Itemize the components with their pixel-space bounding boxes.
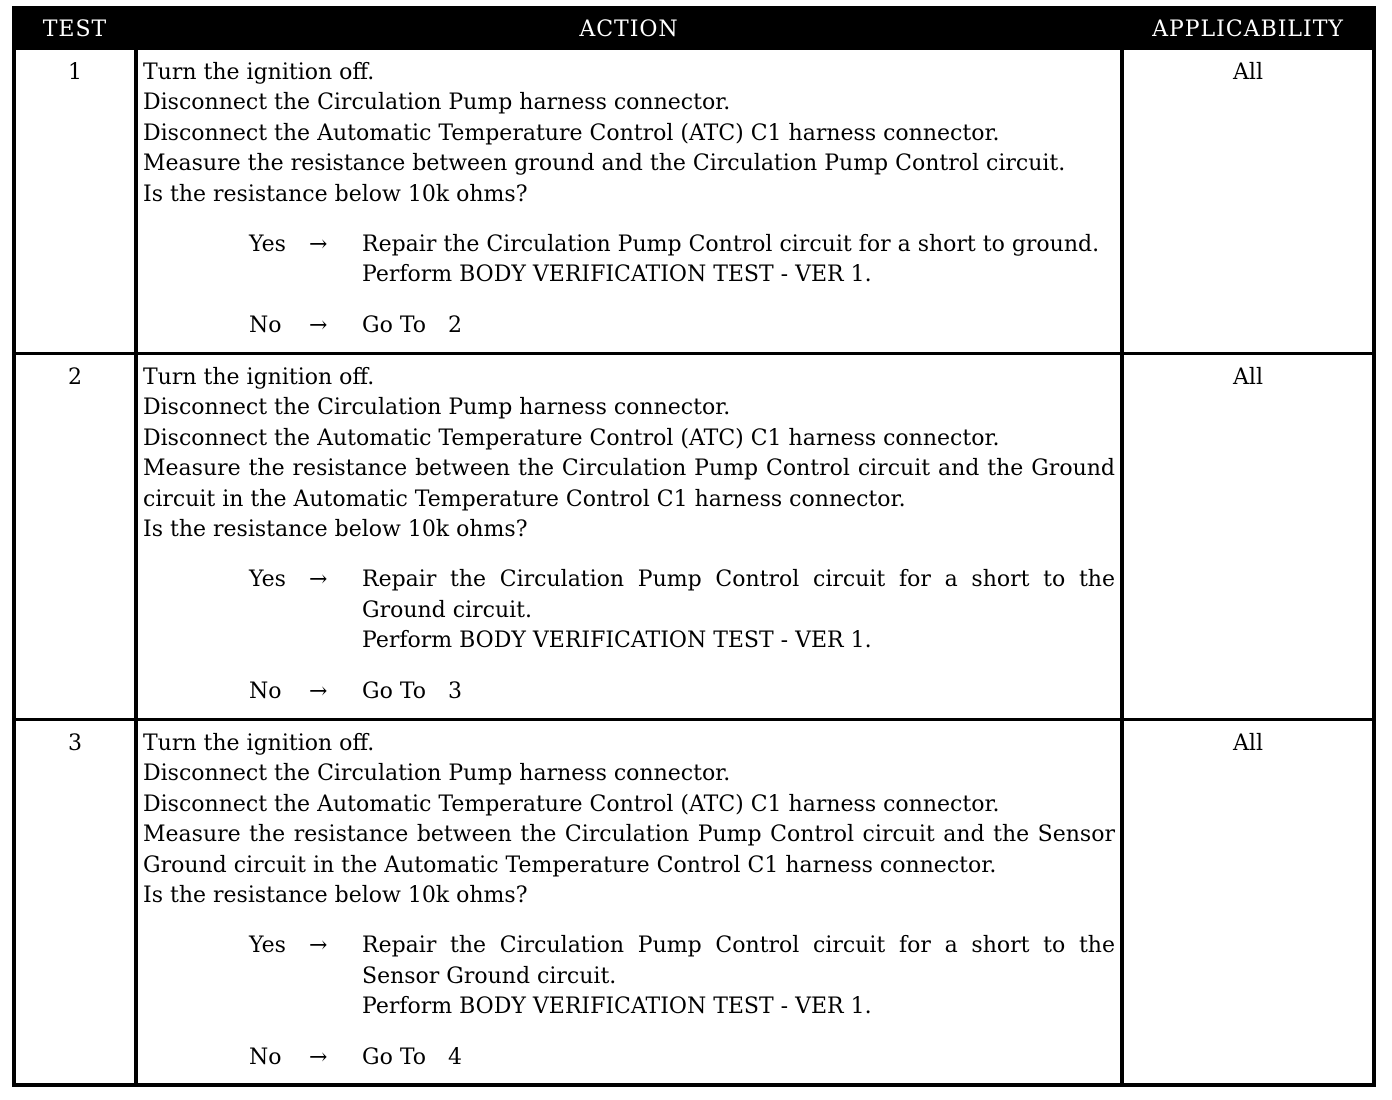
right-arrow-icon: →	[309, 1044, 328, 1070]
yes-outcome	[143, 565, 1115, 656]
action-cell	[143, 729, 1115, 1073]
test-number: 2	[68, 365, 82, 390]
step-text: Turn the ignition off.	[143, 60, 375, 85]
step-text: Measure the resistance between the Circulation Pump Control circuit and the Sensor Ground circuit in the Automatic Temperature Control C1 harness connector.	[143, 822, 1115, 878]
yes-outcome	[143, 931, 1115, 1022]
goto-target: 2	[448, 312, 463, 338]
no-outcome	[143, 311, 1115, 341]
goto-target: 4	[448, 1044, 463, 1070]
step-text: Disconnect the Circulation Pump harness connector.	[143, 761, 731, 787]
no-outcome	[143, 677, 1115, 707]
applicability-cell: All	[1233, 365, 1263, 390]
table-header	[16, 10, 1372, 50]
right-arrow-icon: →	[309, 933, 328, 959]
question-text: Is the resistance below 10k ohms?	[143, 517, 528, 543]
question-text: Is the resistance below 10k ohms?	[143, 883, 528, 909]
goto-text: Go To	[362, 678, 427, 704]
goto-text: Go To	[362, 1044, 427, 1070]
table-row	[16, 355, 1372, 718]
table-row	[16, 721, 1372, 1087]
no-label: No	[249, 1044, 282, 1070]
question-text: Is the resistance below 10k ohms?	[143, 181, 528, 207]
action-cell	[143, 363, 1115, 707]
header-action: ACTION	[579, 17, 679, 42]
step-text: Disconnect the Circulation Pump harness connector.	[143, 395, 731, 421]
goto-text: Go To	[362, 312, 427, 338]
step-text: Turn the ignition off.	[143, 365, 375, 390]
yes-label: Yes	[249, 933, 286, 959]
right-arrow-icon: →	[309, 678, 328, 704]
step-text: Disconnect the Circulation Pump harness connector.	[143, 90, 731, 116]
yes-action-text: Repair the Circulation Pump Control circuit for a short to ground.	[362, 232, 1100, 258]
header-test: TEST	[42, 17, 108, 42]
no-label: No	[249, 312, 282, 338]
step-text: Disconnect the Automatic Temperature Control (ATC) C1 harness connector.	[143, 425, 1000, 451]
yes-action-text: Repair the Circulation Pump Control circuit for a short to the Ground circuit.	[362, 567, 1115, 623]
diagnostic-table	[12, 6, 1376, 1087]
applicability-cell: All	[1233, 731, 1263, 756]
right-arrow-icon: →	[309, 567, 328, 593]
step-text: Measure the resistance between the Circulation Pump Control circuit and the Ground circuit in the Automatic Temperature Control C1 harness connector.	[143, 456, 1115, 512]
yes-action-text: Perform BODY VERIFICATION TEST - VER 1.	[362, 994, 872, 1020]
yes-action-text: Repair the Circulation Pump Control circuit for a short to the Sensor Ground circuit.	[362, 933, 1115, 989]
right-arrow-icon: →	[309, 312, 328, 338]
action-cell	[143, 58, 1115, 341]
yes-action-text: Perform BODY VERIFICATION TEST - VER 1.	[362, 628, 872, 654]
yes-action-text: Perform BODY VERIFICATION TEST - VER 1.	[362, 262, 872, 288]
yes-label: Yes	[249, 232, 286, 258]
header-applicability: APPLICABILITY	[1152, 17, 1344, 42]
yes-label: Yes	[249, 567, 286, 593]
step-text: Turn the ignition off.	[143, 731, 375, 756]
yes-outcome	[143, 230, 1115, 291]
applicability-cell: All	[1233, 60, 1263, 85]
step-text: Disconnect the Automatic Temperature Control (ATC) C1 harness connector.	[143, 791, 1000, 817]
no-outcome	[143, 1043, 1115, 1073]
table-row	[16, 50, 1372, 352]
right-arrow-icon: →	[309, 232, 328, 258]
no-label: No	[249, 678, 282, 704]
goto-target: 3	[448, 678, 463, 704]
test-number: 1	[68, 60, 82, 85]
step-text: Disconnect the Automatic Temperature Control (ATC) C1 harness connector.	[143, 120, 1000, 146]
step-text: Measure the resistance between ground and the Circulation Pump Control circuit.	[143, 151, 1066, 177]
test-number: 3	[68, 731, 82, 756]
